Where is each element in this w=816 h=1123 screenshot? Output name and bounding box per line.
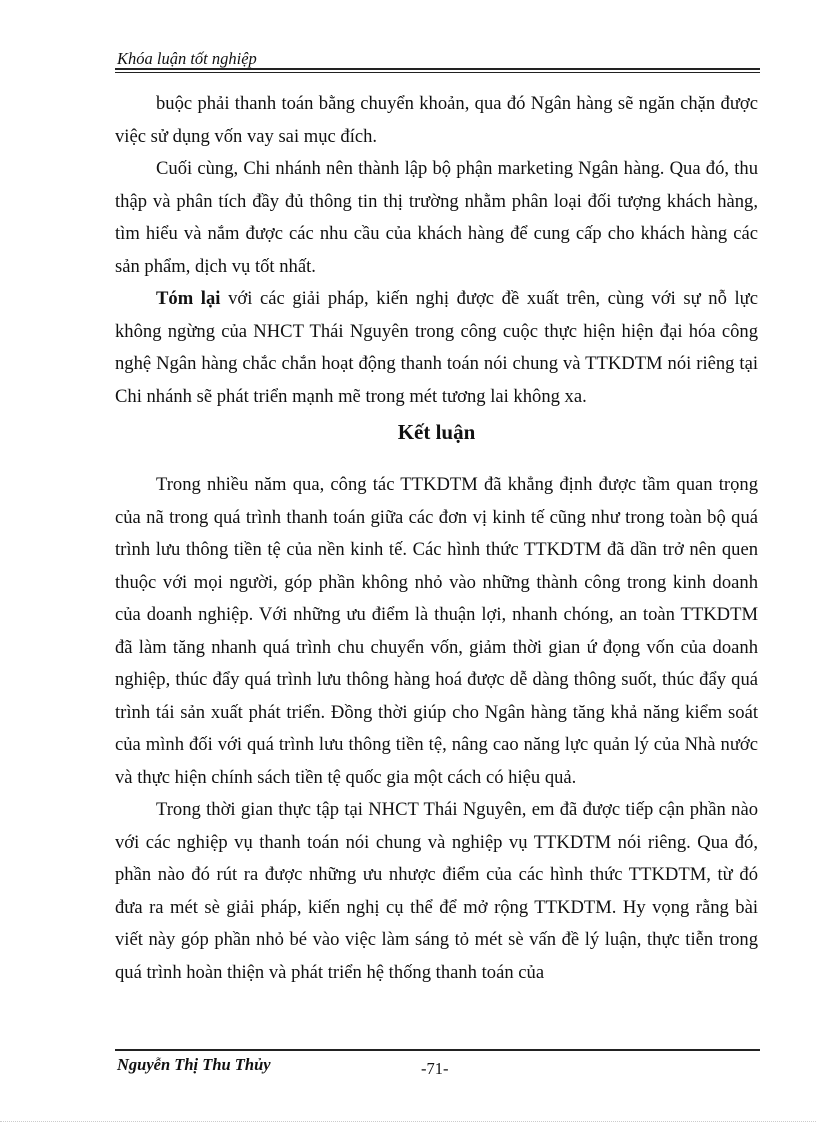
header-title: Khóa luận tốt nghiệp [117,49,257,68]
paragraph-conclusion-1: Trong nhiều năm qua, công tác TTKDTM đã khẳng định được tầm quan trọng của nã trong quá trình thanh toán giữa các đơn vị kinh tế cũng như trong toàn bộ quá trình lưu thông tiền tệ của nền kinh tế. Các hình thức TTKDTM đã dần trở nên quen thuộc với mọi người, góp phần không nhỏ vào những thành công trong kinh doanh của doanh nghiệp. Với những ưu điểm là thuận lợi, nhanh chóng, an toàn TTKDTM đã làm tăng nhanh quá trình chu chuyển vốn, giảm thời gian ứ đọng vốn của doanh nghiệp, thúc đẩy quá trình lưu thông hàng hoá được dễ dàng thông suốt, thúc đẩy quá trình tái sản xuất phát triển. Đồng thời giúp cho Ngân hàng tăng khả năng kiểm soát của mình đối với quá trình lưu thông tiền tệ, nâng cao năng lực quản lý của Nhà nước và thực hiện chính sách tiền tệ quốc gia một cách có hiệu quả. [115,474,758,788]
header-rule-thick [115,68,760,70]
summary-text: với các giải pháp, kiến nghị được đề xuất trên, cùng với sự nỗ lực không ngừng của NHCT Thái Nguyên trong công cuộc thực hiện hiện đại hóa công nghệ Ngân hàng chắc chắn hoạt động thanh toán nói chung và TTKDTM nói riêng tại Chi nhánh sẽ phát triển mạnh mẽ trong mét tương lai không xa. [115,288,759,407]
paragraph-summary [115,283,758,413]
body-text [115,88,758,989]
section-title-conclusion: Kết luận [397,420,476,444]
paragraph-marketing: Cuối cùng, Chi nhánh nên thành lập bộ phận marketing Ngân hàng. Qua đó, thu thập và phân tích đầy đủ thông tin thị trường nhằm phân loại đối tượng khách hàng, tìm hiểu và nắm được các nhu cầu của khách hàng để cung cấp cho khách hàng các sản phẩm, dịch vụ tốt nhất. [115,158,758,277]
paragraph-continuation: buộc phải thanh toán bằng chuyển khoản, qua đó Ngân hàng sẽ ngăn chặn được việc sử dụng vốn vay sai mục đích. [115,93,758,147]
summary-lead: Tóm lại [156,288,221,309]
footer-author: Nguyễn Thị Thu Thủy [117,1055,271,1074]
footer-rule [115,1049,760,1051]
page-edge [0,1121,816,1122]
page-number: -71- [421,1059,449,1078]
header-rule-thin [115,72,760,73]
paragraph-conclusion-2: Trong thời gian thực tập tại NHCT Thái Nguyên, em đã được tiếp cận phần nào với các nghiệp vụ thanh toán nói chung và nghiệp vụ TTKDTM nói riêng. Qua đó, phần nào đó rút ra được những ưu nhược điểm của các hình thức TTKDTM, từ đó đưa ra mét sè giải pháp, kiến nghị cụ thể để mở rộng TTKDTM. Hy vọng rằng bài viết này góp phần nhỏ bé vào việc làm sáng tỏ mét sè vấn đề lý luận, thực tiễn trong quá trình hoàn thiện và phát triển hệ thống thanh toán của [115,799,758,983]
